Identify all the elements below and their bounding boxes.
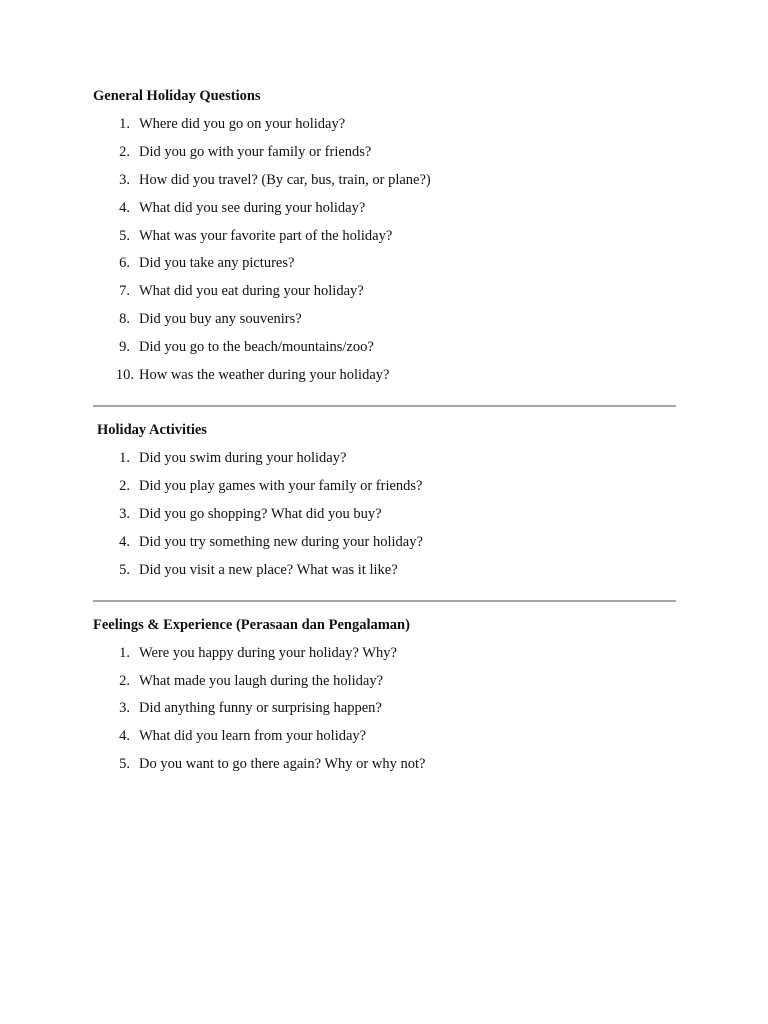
item-number: 2. bbox=[119, 673, 130, 689]
item-number: 5. bbox=[119, 562, 130, 578]
item-number: 2. bbox=[119, 478, 130, 494]
item-number: 6. bbox=[119, 255, 130, 271]
item-text: Where did you go on your holiday? bbox=[139, 116, 346, 132]
item-text: How did you travel? (By car, bus, train, or plane?) bbox=[139, 172, 431, 188]
item-text: Did you visit a new place? What was it like? bbox=[139, 562, 398, 578]
item-text: Did you go shopping? What did you buy? bbox=[139, 506, 382, 522]
item-text: Were you happy during your holiday? Why? bbox=[139, 645, 397, 661]
item-text: Did you go with your family or friends? bbox=[139, 144, 372, 160]
item-number: 4. bbox=[119, 534, 130, 550]
item-text: Do you want to go there again? Why or why not? bbox=[139, 756, 426, 772]
item-number: 8. bbox=[119, 311, 130, 327]
item-number: 3. bbox=[119, 700, 130, 716]
section-divider bbox=[93, 405, 676, 407]
section-heading-general: General Holiday Questions bbox=[93, 88, 261, 104]
section-divider bbox=[93, 600, 676, 602]
item-number: 1. bbox=[119, 645, 130, 661]
item-text: Did anything funny or surprising happen? bbox=[139, 700, 382, 716]
item-text: How was the weather during your holiday? bbox=[139, 367, 390, 383]
item-number: 1. bbox=[119, 450, 130, 466]
item-number: 5. bbox=[119, 228, 130, 244]
item-number: 7. bbox=[119, 283, 130, 299]
item-text: Did you take any pictures? bbox=[139, 255, 295, 271]
item-text: Did you go to the beach/mountains/zoo? bbox=[139, 339, 374, 355]
section-heading-feelings: Feelings & Experience (Perasaan dan Pengalaman) bbox=[93, 617, 410, 633]
item-text: Did you play games with your family or friends? bbox=[139, 478, 423, 494]
item-number: 3. bbox=[119, 172, 130, 188]
item-number: 3. bbox=[119, 506, 130, 522]
item-number: 2. bbox=[119, 144, 130, 160]
item-text: What did you eat during your holiday? bbox=[139, 283, 364, 299]
item-text: Did you buy any souvenirs? bbox=[139, 311, 302, 327]
item-number: 9. bbox=[119, 339, 130, 355]
item-number: 4. bbox=[119, 728, 130, 744]
item-text: What was your favorite part of the holiday? bbox=[139, 228, 393, 244]
item-number: 4. bbox=[119, 200, 130, 216]
item-number: 5. bbox=[119, 756, 130, 772]
item-number: 10. bbox=[115, 367, 134, 383]
item-number: 1. bbox=[119, 116, 130, 132]
item-text: What did you learn from your holiday? bbox=[139, 728, 367, 744]
section-heading-activities: Holiday Activities bbox=[97, 422, 207, 438]
item-text: Did you swim during your holiday? bbox=[139, 450, 347, 466]
item-text: What made you laugh during the holiday? bbox=[139, 673, 384, 689]
item-text: What did you see during your holiday? bbox=[139, 200, 366, 216]
item-text: Did you try something new during your holiday? bbox=[139, 534, 423, 550]
